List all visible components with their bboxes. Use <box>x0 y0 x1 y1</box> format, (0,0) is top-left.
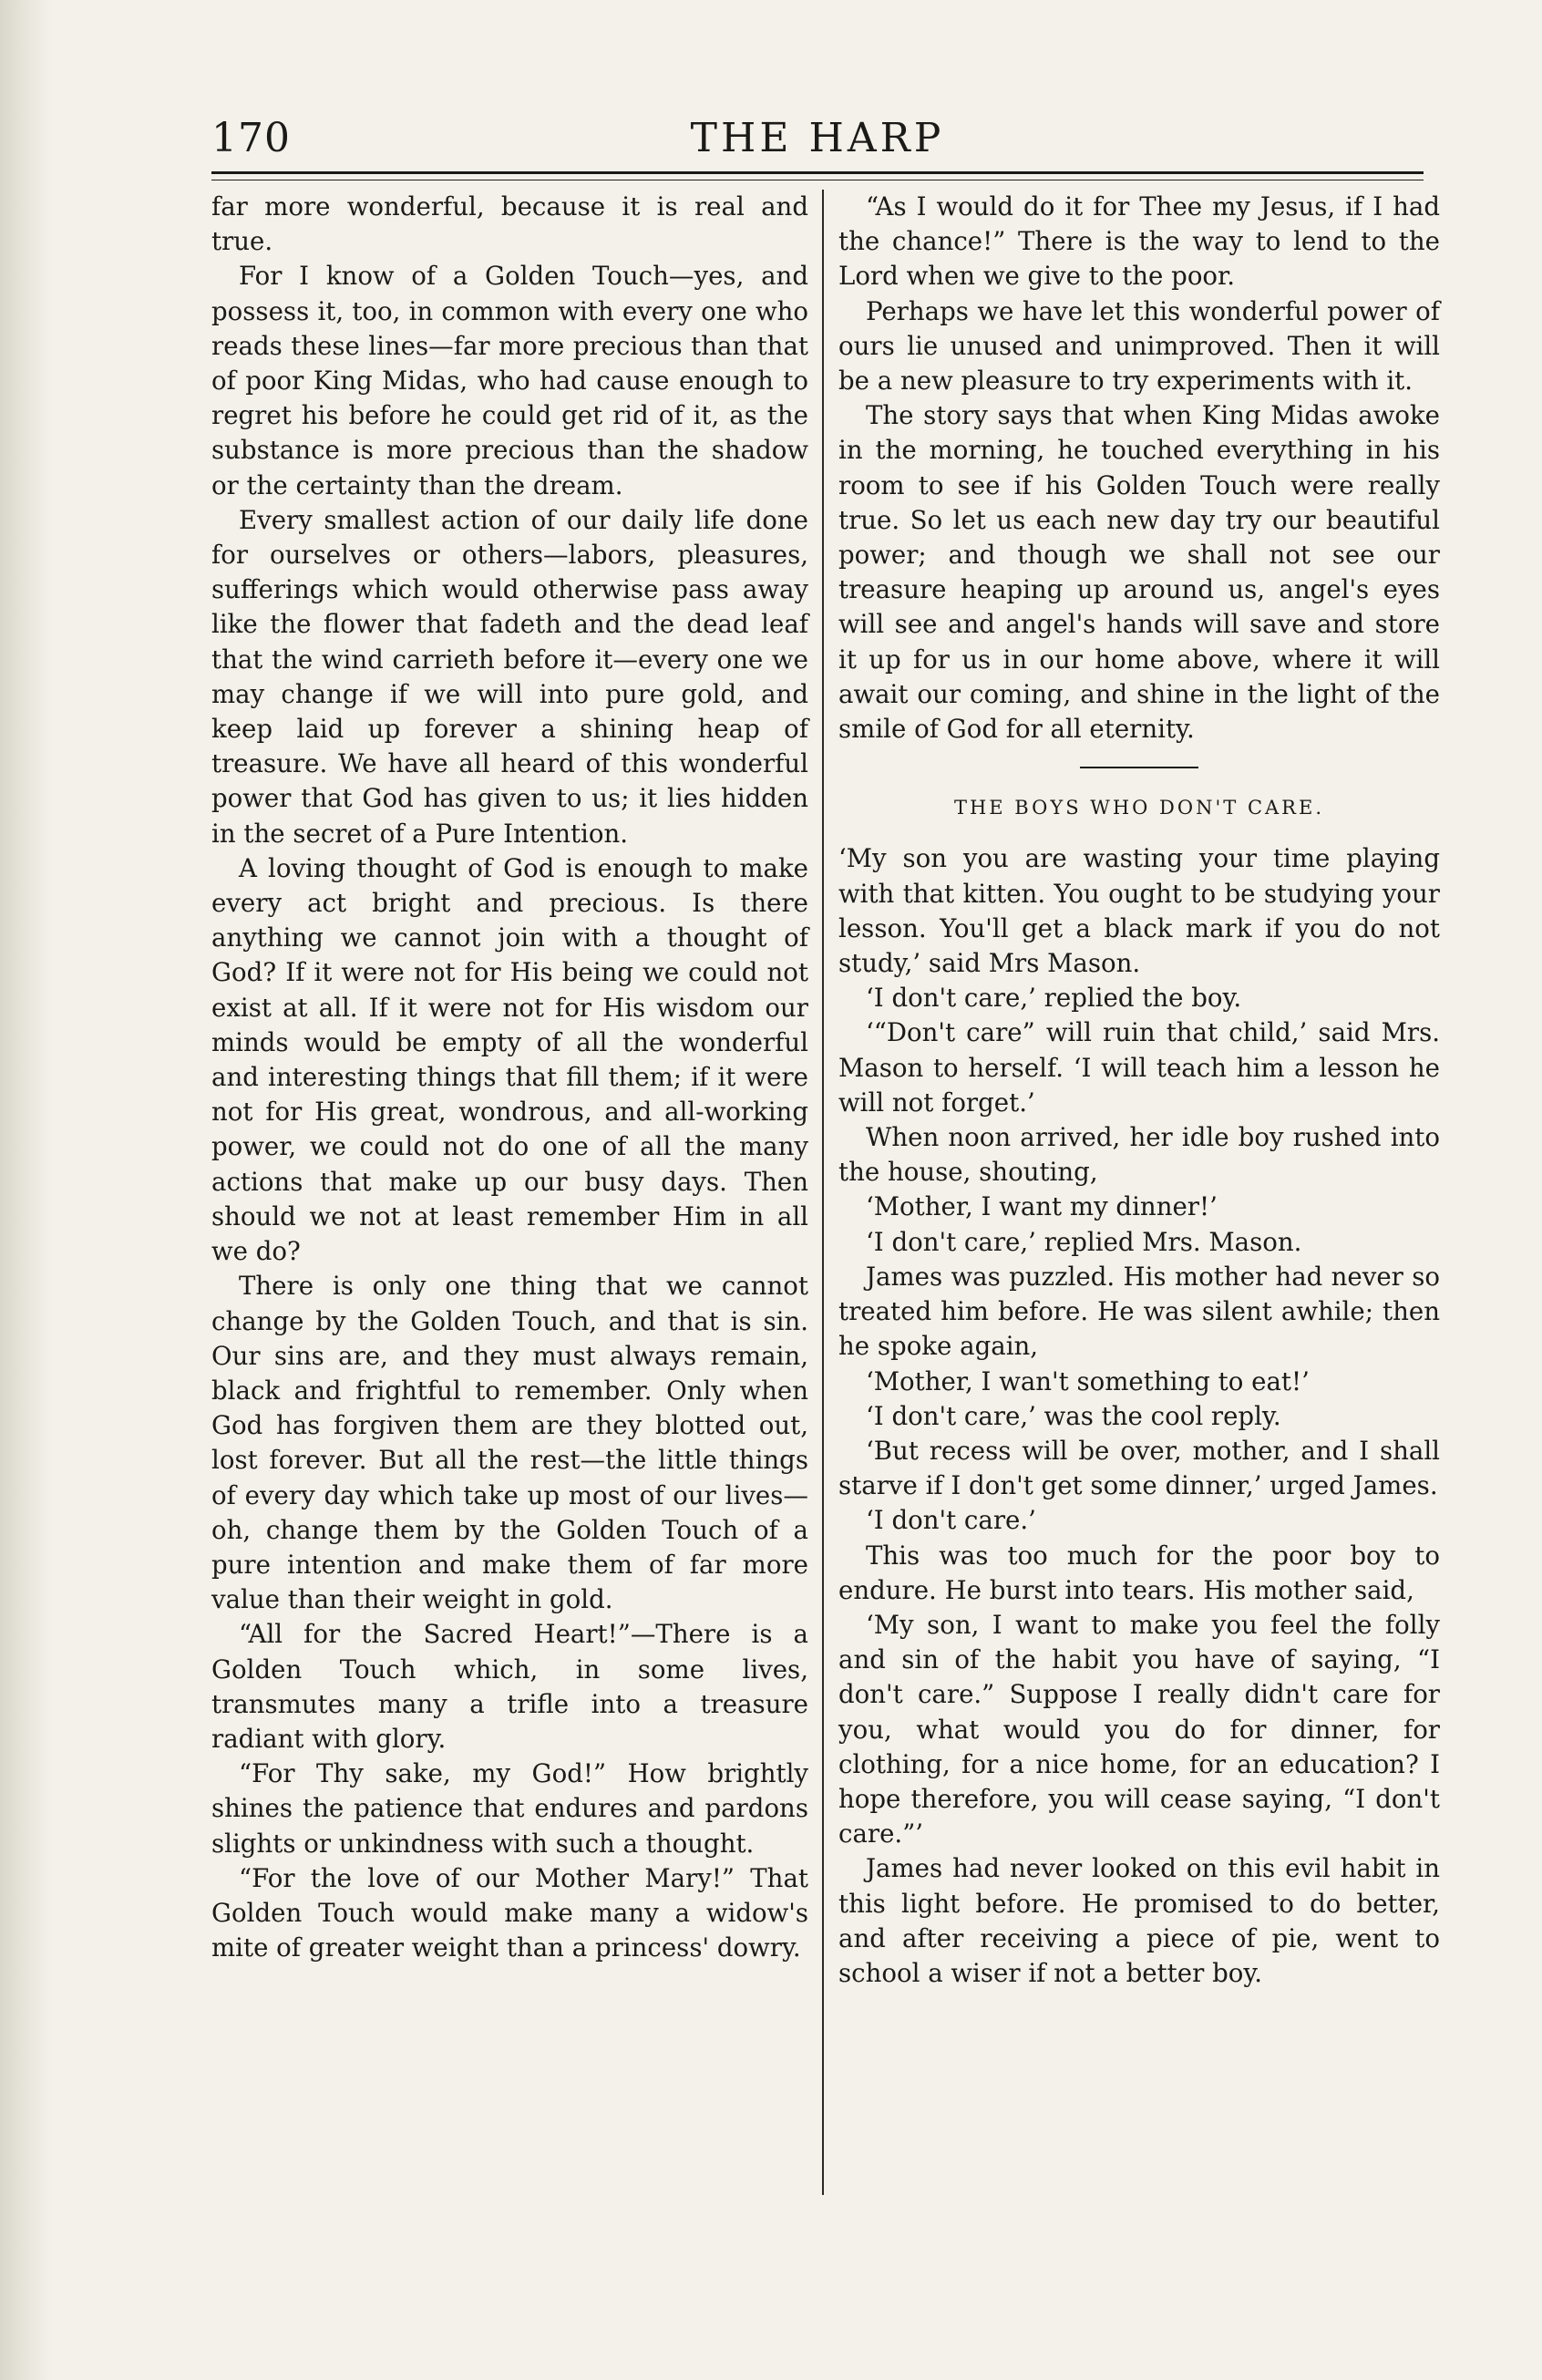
page-binding-edge <box>0 0 53 2380</box>
paragraph: A loving thought of God is enough to make every act bright and precious. Is there anything we cannot join with a thought of God? If it were not for His being we could not exist at all. If it were not for His wisdom our minds would be empty of all the wonderful and interesting things that fill them; if it were not for His great, wondrous, and all-working power, we could not do one of all the many actions that make up our busy days. Then should we not at least remember Him in all we do? <box>211 852 808 1267</box>
paragraph: “As I would do it for Thee my Jesus, if I had the chance!” There is the way to lend to the Lord when we give to the poor. <box>838 191 1440 292</box>
paragraph: ‘“Don't care” will ruin that child,’ said Mrs. Mason to herself. ‘I will teach him a lesson he will not forget.’ <box>838 1017 1440 1118</box>
header-rule <box>211 171 1424 174</box>
paragraph: ‘My son you are wasting your time playing with that kitten. You ought to be studying your lesson. You'll get a black mark if you do not study,’ said Mrs Mason. <box>838 843 1440 979</box>
running-title: THE HARP <box>690 115 945 161</box>
paragraph: “For the love of our Mother Mary!” That Golden Touch would make many a widow's mite of greater weight than a princess' dowry. <box>211 1862 808 1963</box>
page-header <box>211 108 1424 171</box>
paragraph: ‘I don't care.’ <box>866 1505 1036 1536</box>
page-number: 170 <box>211 115 291 161</box>
left-column <box>211 190 808 1965</box>
column-divider <box>822 190 824 2195</box>
paragraph: Every smallest action of our daily life done for ourselves or others—labors, pleasures, sufferings which would otherwise pass away like the flower that fadeth and the dead leaf that the wind carrieth before it—every one we may change if we will into pure gold, and keep laid up forever a shining heap of treasure. We have all heard of this wonderful power that God has given to us; it lies hidden in the secret of a Pure Intention. <box>211 504 808 849</box>
right-column <box>838 190 1440 1991</box>
paragraph: When noon arrived, her idle boy rushed into the house, shouting, <box>838 1122 1440 1188</box>
paragraph: ‘Mother, I want my dinner!’ <box>866 1191 1218 1222</box>
section-separator <box>1080 767 1198 768</box>
paragraph: “All for the Sacred Heart!”—There is a Golden Touch which, in some lives, transmutes many a trifle into a treasure radiant with glory. <box>211 1619 808 1754</box>
paragraph: There is only one thing that we cannot change by the Golden Touch, and that is sin. Our sins are, and they must always remain, black and frightful to remember. Only when God has forgiven them are they blotted out, lost forever. But all the rest—the little things of every day which take up most of our lives—oh, change them by the Golden Touch of a pure intention and make them of far more value than their weight in gold. <box>211 1271 808 1615</box>
paragraph: James was puzzled. His mother had never so treated him before. He was silent awhile; then he spoke again, <box>838 1261 1440 1362</box>
paragraph: Perhaps we have let this wonderful power of ours lie unused and unimproved. Then it will be a new pleasure to try experiments with it. <box>838 295 1440 397</box>
paragraph: ‘I don't care,’ replied Mrs. Mason. <box>866 1226 1302 1257</box>
paragraph: ‘Mother, I wan't something to eat!’ <box>866 1365 1310 1396</box>
paragraph: far more wonderful, because it is real and true. <box>211 191 808 257</box>
paragraph: ‘I don't care,’ was the cool reply. <box>866 1400 1281 1431</box>
paragraph: James had never looked on this evil habit in this light before. He promised to do better, and after receiving a piece of pie, went to school a wiser if not a better boy. <box>838 1853 1440 1988</box>
paragraph: This was too much for the poor boy to endure. He burst into tears. His mother said, <box>838 1540 1440 1605</box>
paragraph: ‘But recess will be over, mother, and I shall starve if I don't get some dinner,’ urged James. <box>838 1435 1440 1501</box>
paragraph: ‘My son, I want to make you feel the folly and sin of the habit you have of saying, “I don't care.” Suppose I really didn't care for you, what would you do for dinner, for clothing, for a nice home, for an education? I hope therefore, you will cease saying, “I don't care.”’ <box>838 1609 1440 1849</box>
paragraph: The story says that when King Midas awoke in the morning, he touched everything in his room to see if his Golden Touch were really true. So let us each new day try our beautiful power; and though we shall not see our treasure heaping up around us, angel's eyes will see and angel's hands will save and store it up for us in our home above, where it will await our coming, and shine in the light of the smile of God for all eternity. <box>838 400 1440 745</box>
section-heading: THE BOYS WHO DON'T CARE. <box>953 797 1324 819</box>
paragraph: “For Thy sake, my God!” How brightly shines the patience that endures and pardons slights or unkindness with such a thought. <box>211 1758 808 1859</box>
paragraph: For I know of a Golden Touch—yes, and possess it, too, in common with every one who reads these lines—far more precious than that of poor King Midas, who had cause enough to regret his before he could get rid of it, as the substance is more precious than the shadow or the certainty than the dream. <box>211 261 808 500</box>
paragraph: ‘I don't care,’ replied the boy. <box>866 983 1242 1014</box>
